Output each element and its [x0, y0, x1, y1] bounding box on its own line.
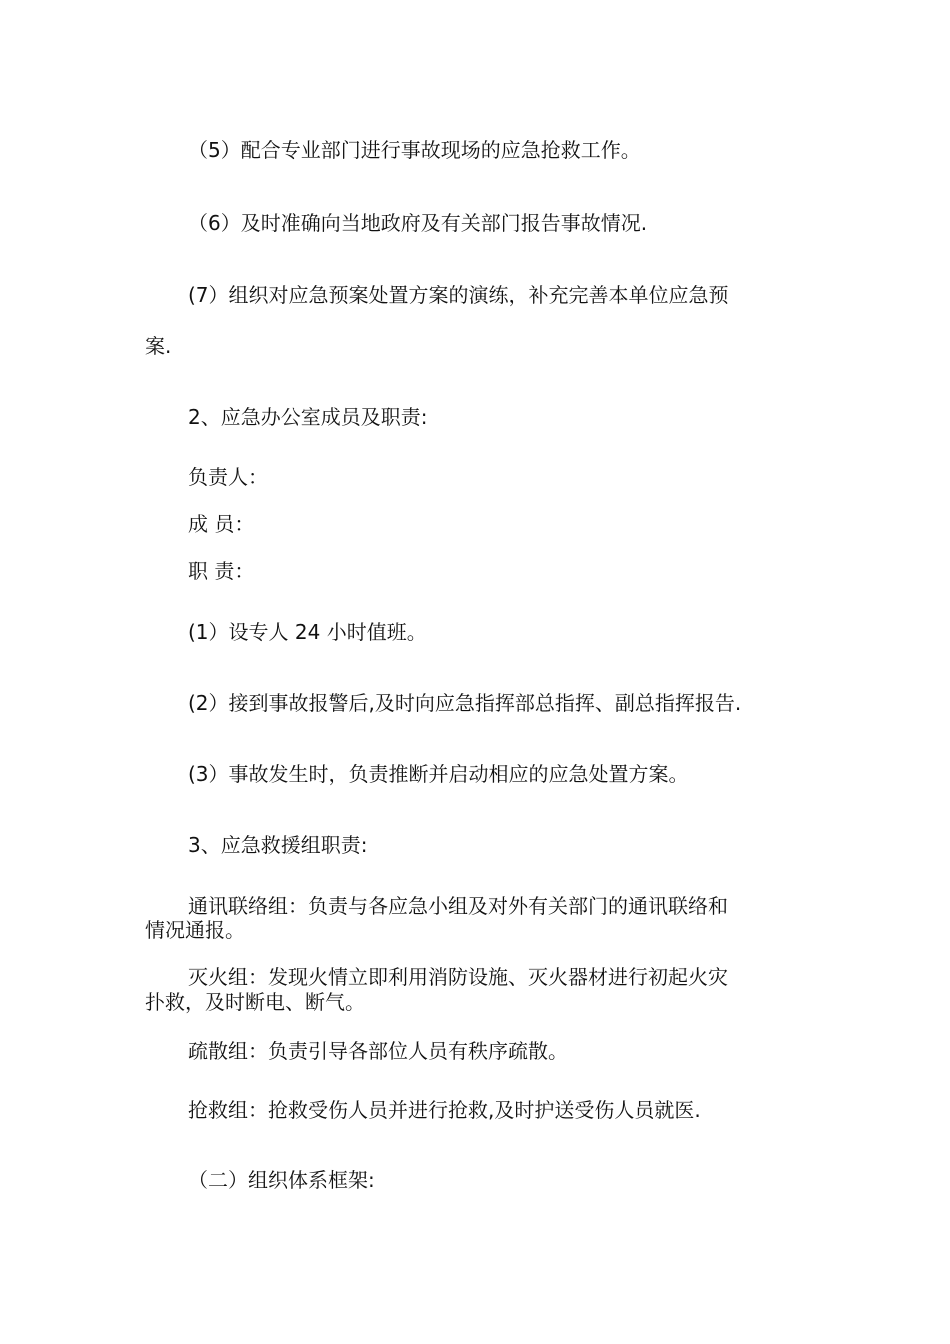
paragraph-line: （6）及时准确向当地政府及有关部门报告事故情况.	[188, 211, 648, 235]
paragraph-line: （5）配合专业部门进行事故现场的应急抢救工作。	[188, 138, 641, 162]
paragraph-line: (3）事故发生时，负责推断并启动相应的应急处置方案。	[188, 762, 689, 786]
section-heading: （二）组织体系框架:	[188, 1168, 375, 1192]
paragraph-line: 案.	[145, 334, 172, 358]
paragraph-line: 通讯联络组：负责与各应急小组及对外有关部门的通讯联络和	[188, 894, 728, 918]
paragraph-line: 疏散组：负责引导各部位人员有秩序疏散。	[188, 1039, 568, 1063]
paragraph-line: 扑救，及时断电、断气。	[145, 990, 365, 1014]
field-label: 成 员：	[188, 512, 255, 536]
field-label: 职 责：	[188, 559, 255, 583]
paragraph-line: (7）组织对应急预案处置方案的演练，补充完善本单位应急预	[188, 283, 729, 307]
field-label: 负责人：	[188, 465, 268, 489]
section-heading: 2、应急办公室成员及职责:	[188, 405, 428, 429]
paragraph-line: (1）设专人 24 小时值班。	[188, 620, 427, 644]
section-heading: 3、应急救援组职责:	[188, 833, 368, 857]
paragraph-line: (2）接到事故报警后,及时向应急指挥部总指挥、副总指挥报告.	[188, 691, 742, 715]
paragraph-line: 抢救组：抢救受伤人员并进行抢救,及时护送受伤人员就医.	[188, 1098, 701, 1122]
paragraph-line: 灭火组：发现火情立即利用消防设施、灭火器材进行初起火灾	[188, 965, 728, 989]
paragraph-line: 情况通报。	[145, 918, 245, 942]
